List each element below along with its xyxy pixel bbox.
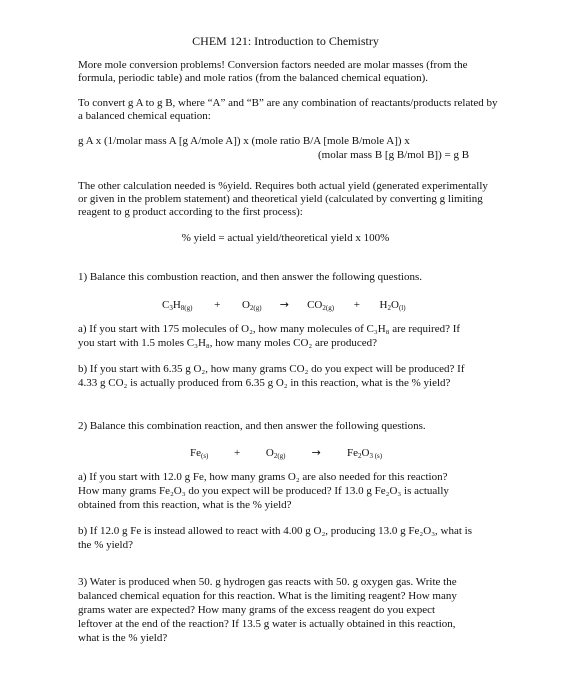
reactant-oxygen: $O_{2(g)}$: [265, 447, 286, 460]
combustion-equation: [162, 298, 406, 312]
intro-paragraph-3: The other calculation needed is %yield. Requires both actual yield (generated experimentally or given in the problem statement) and theoretical yield (calculated by converting g limiting reagent to g product according to the first process):: [78, 180, 488, 218]
conversion-formula-line-2: (molar mass B [g B/mol B]) = g B: [318, 149, 470, 161]
reactant-oxygen: $O_{2(g)}$: [241, 299, 262, 312]
product-water: $H_2O_{(l)}$: [379, 299, 406, 312]
question-1b-line-1: b) If you start with 6.35 g O₂, how many grams CO₂ do you expect will be produced? If: [78, 363, 465, 375]
intro-paragraph-1: More mole conversion problems! Conversion factors needed are molar masses (from the formula, periodic table) and mole ratios (from the balanced chemical equation).: [78, 59, 468, 84]
question-2b-line-1: b) If 12.0 g Fe is instead allowed to react with 4.00 g O₂, producing 13.0 g Fe₂O₃, what is: [78, 525, 472, 537]
question-2a-line-1: a) If you start with 12.0 g Fe, how many grams O₂ are also needed for this reaction?: [78, 471, 448, 483]
question-2-prompt: 2) Balance this combination reaction, and then answer the following questions.: [78, 420, 426, 432]
plus-sign: +: [353, 299, 360, 311]
percent-yield-formula: % yield = actual yield/theoretical yield x 100%: [181, 232, 390, 244]
question-3-line-4: leftover at the end of the reaction? If 13.5 g water is actually obtained in this reaction,: [78, 618, 456, 630]
question-3-line-1: 3) Water is produced when 50. g hydrogen gas reacts with 50. g oxygen gas. Write the: [78, 576, 457, 588]
question-3-line-3: grams water are expected? How many grams of the excess reagent do you expect: [78, 604, 436, 616]
plus-sign: +: [234, 447, 241, 459]
combination-equation: [190, 446, 382, 460]
question-2a-line-2: How many grams Fe₂O₃ do you expect will be produced? If 13.0 g Fe₂O₃ is actually: [78, 485, 449, 497]
page-title: CHEM 121: Introduction to Chemistry: [192, 34, 379, 48]
question-2b-line-2: the % yield?: [78, 539, 133, 551]
reaction-arrow-icon: →: [279, 298, 289, 311]
question-1-prompt: 1) Balance this combustion reaction, and then answer the following questions.: [78, 271, 422, 283]
product-carbon-dioxide: $CO_{2(g)}$: [307, 299, 335, 312]
question-3-line-2: balanced chemical equation for this reaction. What is the limiting reagent? How many: [78, 590, 457, 602]
reactant-iron: $Fe_{(s)}$: [190, 447, 209, 460]
plus-sign: +: [214, 299, 221, 311]
intro-paragraph-2: To convert g A to g B, where “A” and “B” are any combination of reactants/products related by a balanced chemical equation:: [78, 97, 498, 122]
question-3-line-5: what is the % yield?: [78, 632, 168, 644]
question-1b-line-2: 4.33 g CO₂ is actually produced from 6.35 g O₂ in this reaction, what is the % yield?: [78, 377, 451, 389]
reactant-propane: $C_3H_{8(g)}$: [162, 299, 193, 312]
product-iron-oxide: $Fe_2O_{3 (s)}$: [347, 447, 383, 460]
conversion-formula-line-1: g A x (1/molar mass A [g A/mole A]) x (mole ratio B/A [mole B/mole A]) x: [78, 135, 410, 147]
question-2a-line-3: obtained from this reaction, what is the % yield?: [78, 499, 292, 511]
reaction-arrow-icon: →: [311, 446, 321, 459]
question-1a-line-1: a) If you start with 175 molecules of O₂, how many molecules of C₃H₈ are required? If: [78, 323, 461, 335]
question-1a-line-2: you start with 1.5 moles C₃H₈, how many moles CO₂ are produced?: [78, 337, 377, 349]
